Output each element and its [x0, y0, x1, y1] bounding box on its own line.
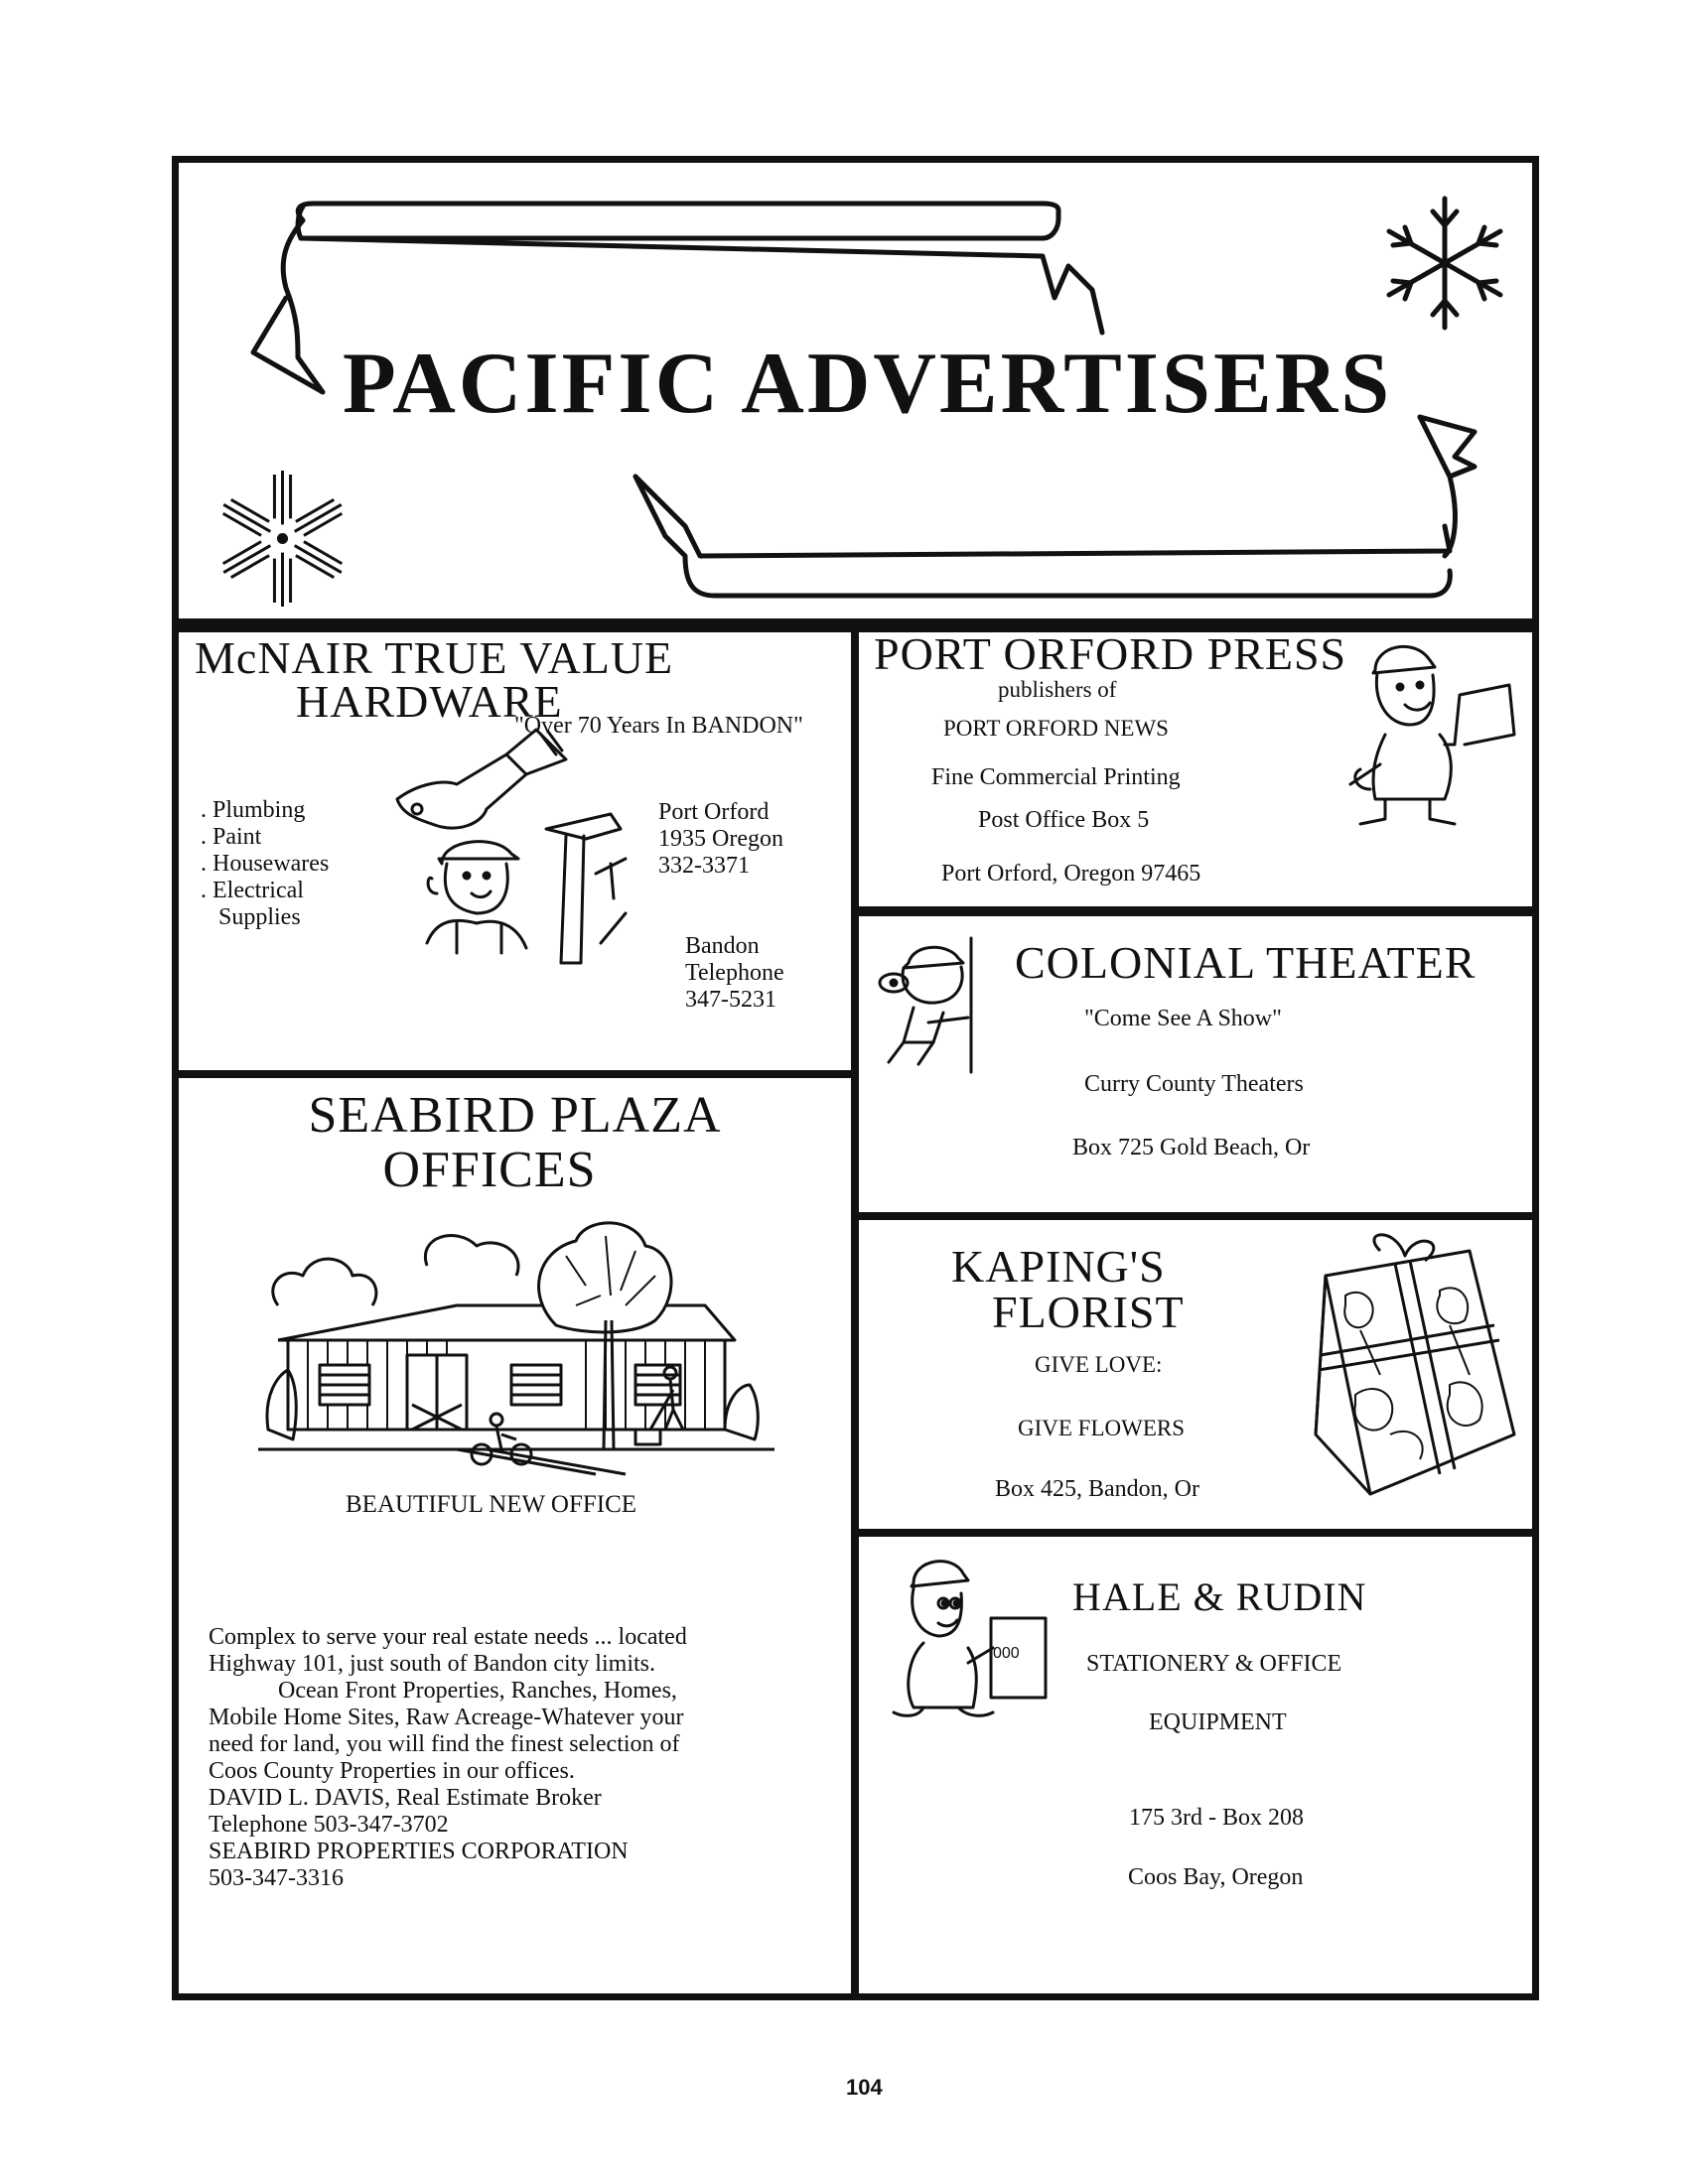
body-line: Ocean Front Properties, Ranches, Homes,	[278, 1678, 677, 1704]
body-line: need for land, you will find the finest selection of	[209, 1731, 680, 1757]
seabird-body	[209, 1624, 687, 1892]
hale-rudin-line3: 175 3rd - Box 208	[1129, 1805, 1304, 1831]
address-line: 332-3371	[658, 853, 750, 879]
address-line: Bandon	[685, 933, 760, 959]
address-line: Telephone	[685, 960, 784, 986]
body-line: Coos County Properties in our offices.	[209, 1758, 575, 1784]
mcnair-items	[201, 797, 329, 931]
list-item: Supplies	[218, 904, 301, 930]
florist-line1: GIVE LOVE:	[1035, 1352, 1163, 1377]
press-line3: Fine Commercial Printing	[931, 764, 1181, 790]
address-line: Port Orford	[658, 799, 770, 825]
peeking-man-illustration	[874, 933, 983, 1072]
page-number: 104	[846, 2075, 883, 2100]
list-item: . Paint	[201, 824, 262, 850]
seabird-name-line1: SEABIRD PLAZA	[308, 1087, 722, 1144]
office-man-holding-paper-illustration	[884, 1549, 1053, 1727]
snowflake-icon	[211, 467, 354, 611]
address-line: 1935 Oregon	[658, 826, 783, 852]
press-line5: Port Orford, Oregon 97465	[941, 861, 1201, 887]
theater-line2: Box 725 Gold Beach, Or	[1072, 1135, 1311, 1160]
press-line4: Post Office Box 5	[978, 807, 1150, 833]
body-line: Telephone 503-347-3702	[209, 1812, 449, 1838]
list-item: . Plumbing	[201, 797, 306, 823]
theater-line1: Curry County Theaters	[1084, 1071, 1304, 1097]
press-name: PORT ORFORD PRESS	[874, 628, 1347, 679]
list-item: . Electrical	[201, 878, 304, 903]
florist-name-line2: FLORIST	[992, 1287, 1185, 1337]
address-line: 347-5231	[685, 987, 776, 1013]
mcnair-name-line1: McNAIR TRUE VALUE	[195, 632, 674, 683]
body-line: Highway 101, just south of Bandon city limits.	[209, 1651, 655, 1677]
sign-text: 000	[993, 1645, 1020, 1662]
printer-man-illustration	[1345, 625, 1519, 834]
office-building-illustration	[258, 1196, 774, 1474]
page-title: PACIFIC ADVERTISERS	[343, 336, 1393, 432]
list-item: . Housewares	[201, 851, 330, 877]
body-line: 503-347-3316	[209, 1865, 344, 1891]
body-line: SEABIRD PROPERTIES CORPORATION	[209, 1839, 629, 1864]
seabird-name-line2: OFFICES	[382, 1142, 597, 1198]
snowflake-icon	[1375, 194, 1514, 333]
mcnair-address	[658, 799, 783, 880]
florist-line3: Box 425, Bandon, Or	[995, 1476, 1199, 1502]
theater-name: COLONIAL THEATER	[1015, 937, 1477, 988]
flower-gift-box-illustration	[1301, 1236, 1519, 1514]
mcnair-bandon	[685, 933, 784, 1014]
press-line1: publishers of	[998, 677, 1117, 702]
seabird-caption: BEAUTIFUL NEW OFFICE	[346, 1491, 637, 1518]
florist-name-line1: KAPING'S	[951, 1241, 1166, 1292]
florist-line2: GIVE FLOWERS	[1018, 1416, 1186, 1440]
body-line: DAVID L. DAVIS, Real Estimate Broker	[209, 1785, 602, 1811]
press-line2: PORT ORFORD NEWS	[943, 716, 1169, 741]
body-line: Complex to serve your real estate needs ... located	[209, 1624, 687, 1650]
mcnair-slogan: "Over 70 Years In BANDON"	[514, 713, 803, 739]
body-line: Mobile Home Sites, Raw Acreage-Whatever your	[209, 1705, 684, 1730]
handyman-tools-illustration	[387, 715, 645, 973]
theater-slogan: "Come See A Show"	[1084, 1006, 1282, 1031]
mcnair-name-line2: HARDWARE	[296, 676, 563, 727]
hale-rudin-line4: Coos Bay, Oregon	[1128, 1864, 1304, 1890]
hale-rudin-line1: STATIONERY & OFFICE	[1086, 1651, 1342, 1677]
hale-rudin-name: HALE & RUDIN	[1072, 1574, 1367, 1619]
hale-rudin-line2: EQUIPMENT	[1149, 1709, 1287, 1735]
